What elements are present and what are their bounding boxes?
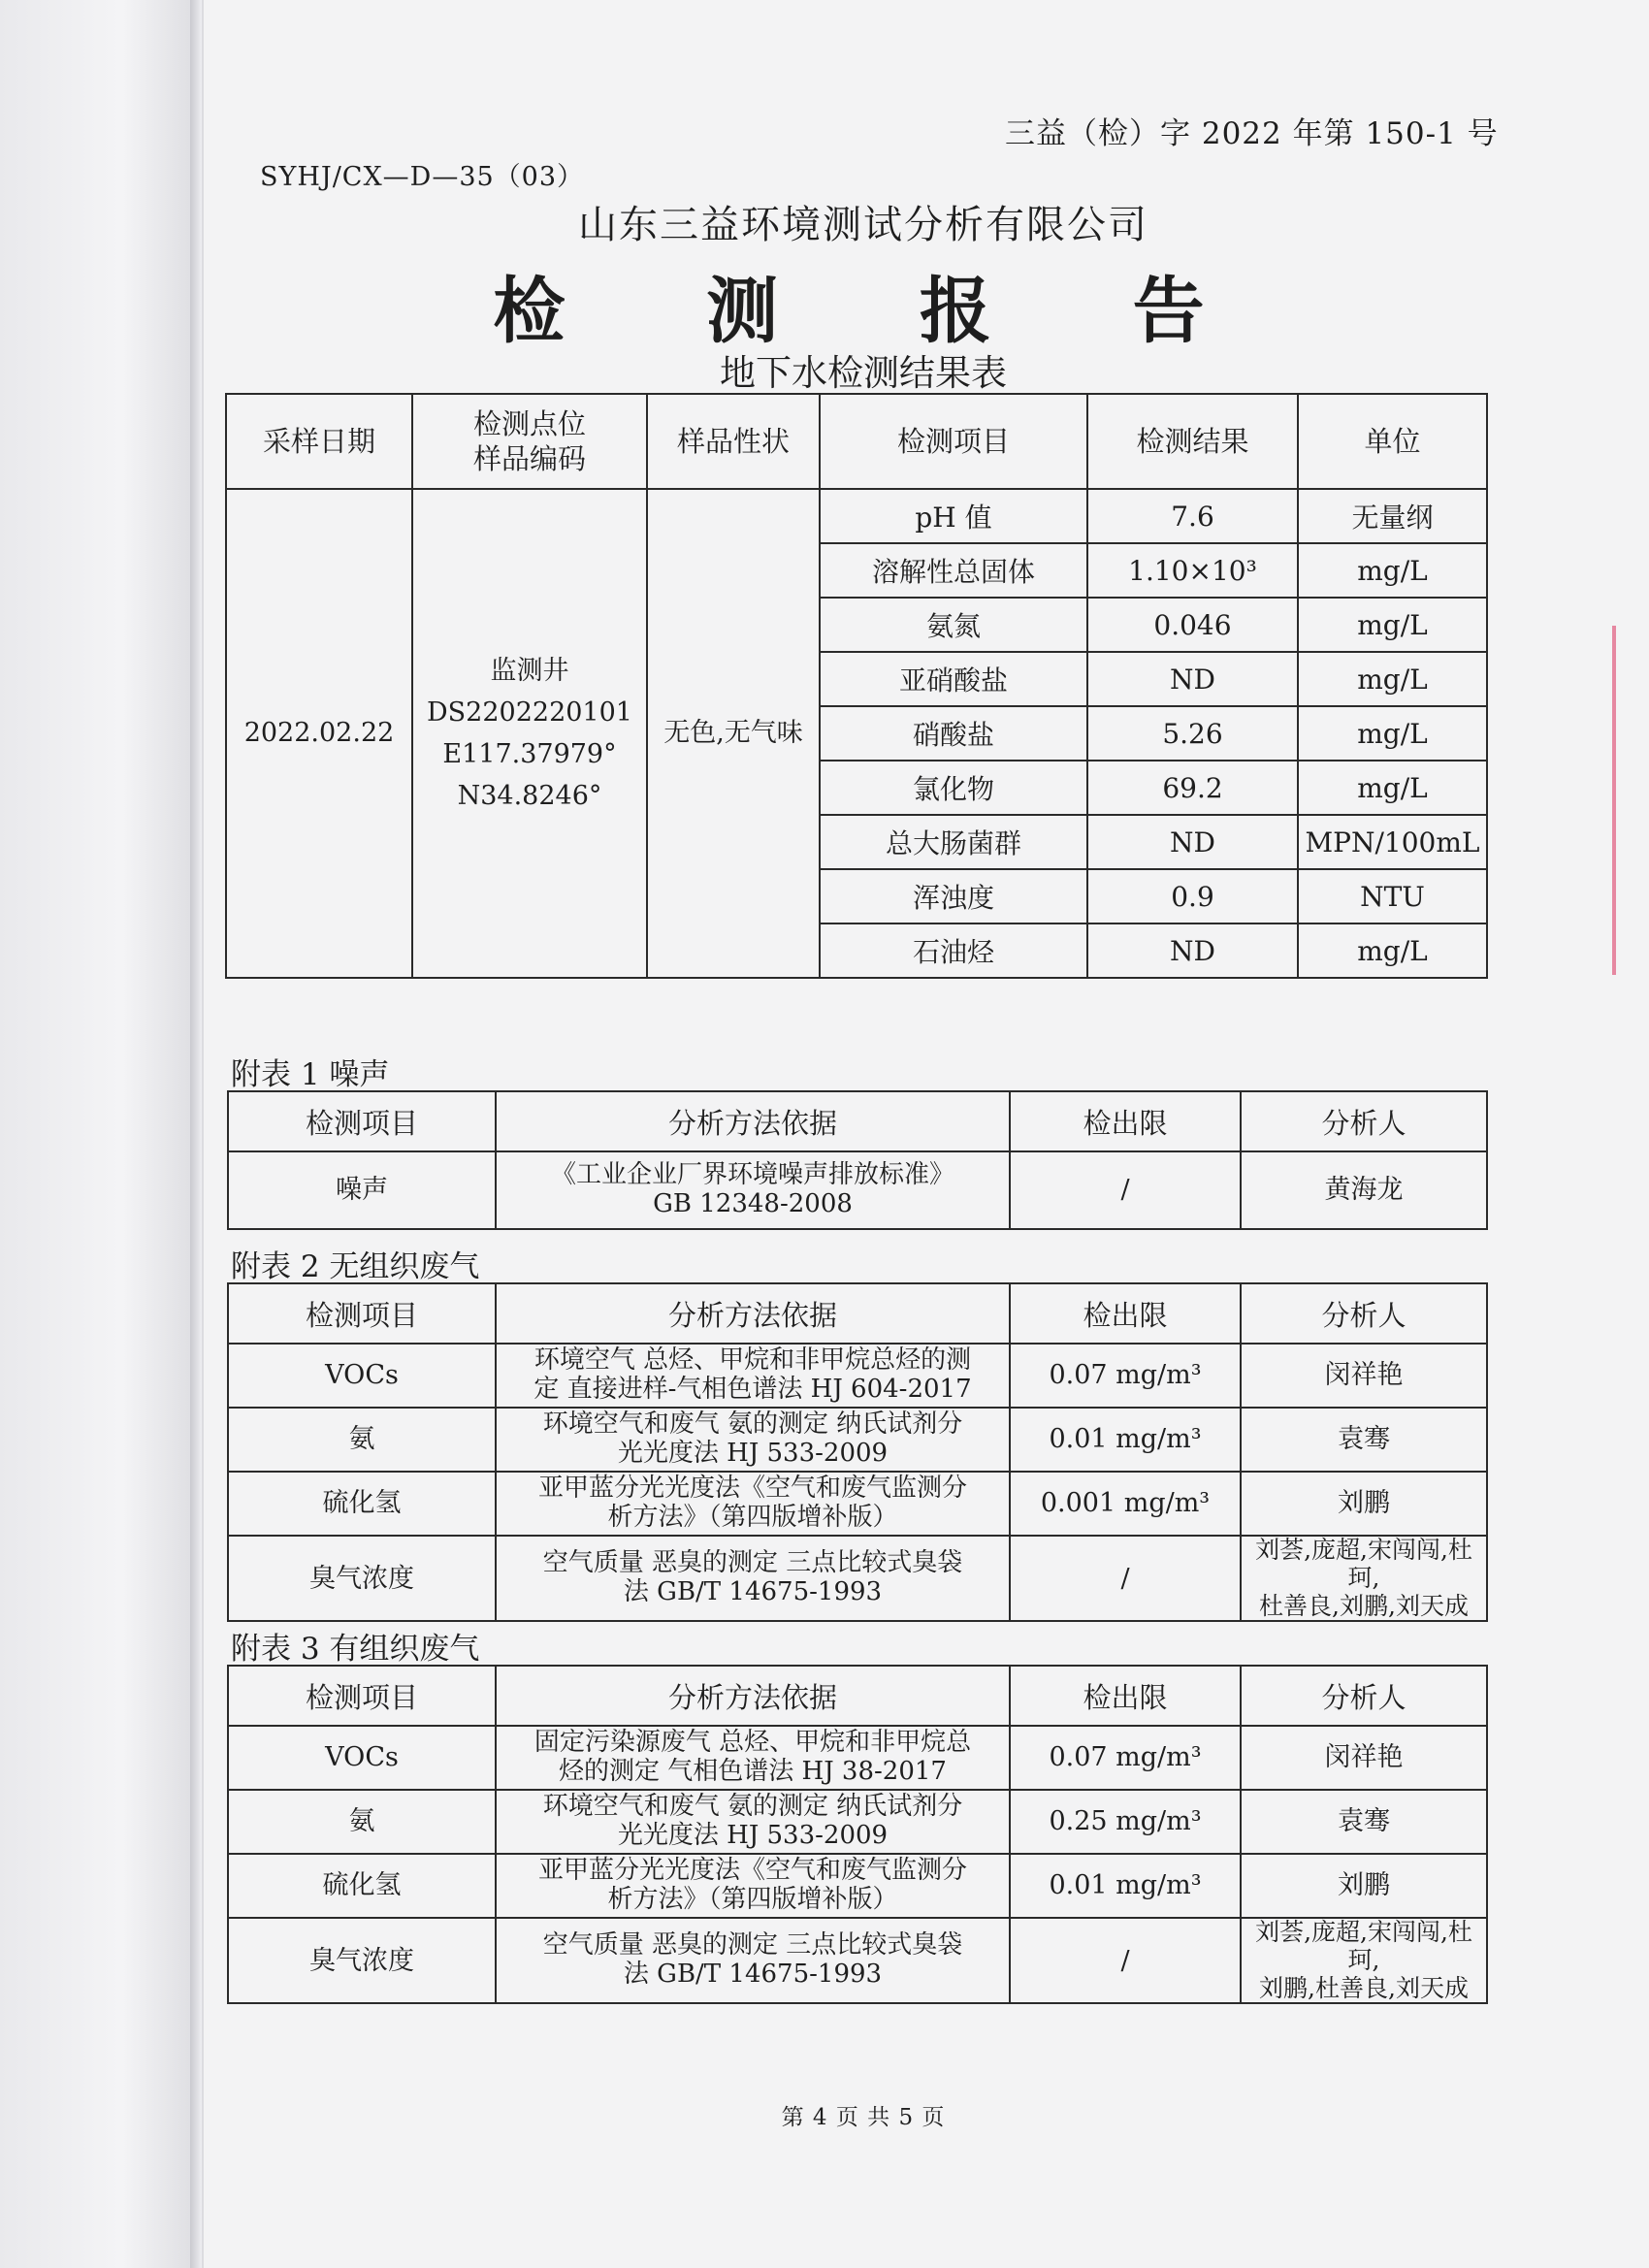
table-title: 地下水检测结果表 [720,352,1007,394]
method-cell [496,1854,1010,1918]
analyst-cell: 刘荟,庞超,宋闯闯,杜珂, 杜善良,刘鹏,刘天成 [1241,1536,1487,1621]
method-cell [496,1790,1010,1854]
method-line1: 空气质量 恶臭的测定 三点比较式臭袋 [542,1930,963,1960]
result-cell: 0.9 [1087,869,1298,923]
limit-cell: / [1010,1151,1241,1229]
analyst-cell: 黄海龙 [1241,1151,1487,1229]
method-cell [496,1151,1010,1229]
unit-cell: mg/L [1298,761,1487,815]
table-row [228,1790,1487,1854]
method-cell [496,1344,1010,1408]
unit-cell: mg/L [1298,923,1487,978]
method-cell [496,1472,1010,1536]
sampling-point [412,489,647,978]
table-row [228,1918,1487,2003]
method-line2: 析方法》（第四版增补版） [607,1885,898,1914]
table-header-row [228,1666,1487,1726]
seal-stamp-fragment [1612,626,1649,975]
result-cell: ND [1087,923,1298,978]
item-cell: 臭气浓度 [228,1536,496,1621]
item-cell: 噪声 [228,1151,496,1229]
col-header-point [412,394,647,489]
unit-cell: 无量纲 [1298,489,1487,543]
col-header-appearance: 样品性状 [647,394,820,489]
report-title: 检 测 报 告 [493,270,1263,353]
method-line1: 亚甲蓝分光光度法《空气和废气监测分 [537,1474,967,1504]
item-cell: 硝酸盐 [820,706,1087,761]
appendix3-title: 附表 3 有组织废气 [231,1632,480,1667]
groundwater-results-table [225,393,1488,979]
result-cell: 1.10×10³ [1087,543,1298,598]
analyst-cell: 袁骞 [1241,1790,1487,1854]
col-header-result: 检测结果 [1087,394,1298,489]
col-header-item: 检测项目 [820,394,1087,489]
table-header-row [228,1091,1487,1151]
method-line2: 法 GB/T 14675-1993 [623,1577,883,1607]
limit-cell: 0.001 mg/m³ [1010,1472,1241,1536]
method-line2: 析方法》（第四版增补版） [607,1503,898,1532]
method-line2: 定 直接进样-气相色谱法 HJ 604-2017 [534,1375,972,1404]
result-cell: 5.26 [1087,706,1298,761]
item-cell: 氨 [228,1408,496,1472]
appendix3-table [227,1665,1488,2004]
item-cell: 浑浊度 [820,869,1087,923]
col-header-analyst: 分析人 [1241,1091,1487,1151]
result-cell: ND [1087,652,1298,706]
analyst-cell: 刘荟,庞超,宋闯闯,杜珂, 刘鹏,杜善良,刘天成 [1241,1918,1487,2003]
table-row [228,1854,1487,1918]
col-header-date: 采样日期 [226,394,412,489]
method-line1: 亚甲蓝分光光度法《空气和废气监测分 [537,1856,967,1886]
table-row [228,1344,1487,1408]
item-cell: 溶解性总固体 [820,543,1087,598]
point-name: 监测井 [490,655,569,686]
col-header-analyst: 分析人 [1241,1666,1487,1726]
method-line1: 固定污染源废气 总烃、甲烷和非甲烷总 [534,1728,972,1758]
result-cell: 7.6 [1087,489,1298,543]
item-cell: 硫化氢 [228,1472,496,1536]
method-line2: 法 GB/T 14675-1993 [623,1960,883,1990]
table-row [228,1536,1487,1621]
item-cell: VOCs [228,1726,496,1790]
appendix2-title: 附表 2 无组织废气 [231,1249,480,1284]
sample-code: DS2202220101 [427,697,632,728]
analyst-cell: 闵祥艳 [1241,1726,1487,1790]
limit-cell: / [1010,1536,1241,1621]
item-cell: 氨 [228,1790,496,1854]
unit-cell: MPN/100mL [1298,815,1487,869]
unit-cell: mg/L [1298,598,1487,652]
result-cell: 0.046 [1087,598,1298,652]
col-header-method: 分析方法依据 [496,1091,1010,1151]
method-line1: 环境空气和废气 氨的测定 纳氏试剂分 [542,1409,963,1440]
limit-cell: 0.07 mg/m³ [1010,1344,1241,1408]
method-line2: 烃的测定 气相色谱法 HJ 38-2017 [559,1757,947,1786]
result-cell: ND [1087,815,1298,869]
col-header-unit: 单位 [1298,394,1487,489]
col-header-method: 分析方法依据 [496,1283,1010,1344]
item-cell: 硫化氢 [228,1854,496,1918]
item-cell: 石油烃 [820,923,1087,978]
limit-cell: 0.07 mg/m³ [1010,1726,1241,1790]
table-header-row [226,394,1487,489]
table-row [226,489,1487,543]
method-cell [496,1536,1010,1621]
method-line1: 《工业企业厂界环境噪声排放标准》 [550,1160,954,1190]
limit-cell: 0.01 mg/m³ [1010,1408,1241,1472]
item-cell: 臭气浓度 [228,1918,496,2003]
method-line2: 光光度法 HJ 533-2009 [617,1439,889,1468]
appendix1-table [227,1090,1488,1230]
analyst-cell: 刘鹏 [1241,1854,1487,1918]
sample-appearance: 无色,无气味 [647,489,820,978]
col-header-item: 检测项目 [228,1091,496,1151]
analyst-cell: 闵祥艳 [1241,1344,1487,1408]
unit-cell: mg/L [1298,543,1487,598]
col-header-item: 检测项目 [228,1283,496,1344]
method-cell [496,1408,1010,1472]
col-header-point-line2: 样品编码 [472,442,586,475]
col-header-limit: 检出限 [1010,1283,1241,1344]
table-row [228,1472,1487,1536]
sampling-date: 2022.02.22 [226,489,412,978]
col-header-item: 检测项目 [228,1666,496,1726]
analyst-cell: 袁骞 [1241,1408,1487,1472]
col-header-analyst: 分析人 [1241,1283,1487,1344]
item-cell: pH 值 [820,489,1087,543]
method-cell [496,1726,1010,1790]
col-header-limit: 检出限 [1010,1091,1241,1151]
limit-cell: 0.01 mg/m³ [1010,1854,1241,1918]
unit-cell: NTU [1298,869,1487,923]
item-cell: 氯化物 [820,761,1087,815]
item-cell: 总大肠菌群 [820,815,1087,869]
method-cell [496,1918,1010,2003]
unit-cell: mg/L [1298,652,1487,706]
latitude: N34.8246° [457,781,602,812]
col-header-method: 分析方法依据 [496,1666,1010,1726]
item-cell: 亚硝酸盐 [820,652,1087,706]
method-line1: 空气质量 恶臭的测定 三点比较式臭袋 [542,1548,963,1578]
item-cell: VOCs [228,1344,496,1408]
limit-cell: / [1010,1918,1241,2003]
table-header-row [228,1283,1487,1344]
method-line2: GB 12348-2008 [653,1189,853,1218]
page-footer: 第 4 页 共 5 页 [781,2105,946,2130]
col-header-limit: 检出限 [1010,1666,1241,1726]
result-cell: 69.2 [1087,761,1298,815]
appendix1-title: 附表 1 噪声 [231,1057,390,1092]
analyst-cell: 刘鹏 [1241,1472,1487,1536]
limit-cell: 0.25 mg/m³ [1010,1790,1241,1854]
method-line1: 环境空气 总烃、甲烷和非甲烷总烃的测 [534,1345,972,1376]
method-line1: 环境空气和废气 氨的测定 纳氏试剂分 [542,1792,963,1822]
longitude: E117.37979° [442,739,617,769]
table-row [228,1151,1487,1229]
company-name: 山东三益环境测试分析有限公司 [578,203,1148,247]
table-row [228,1408,1487,1472]
unit-cell: mg/L [1298,706,1487,761]
appendix2-table [227,1282,1488,1622]
table-row [228,1726,1487,1790]
col-header-point-line1: 检测点位 [472,406,586,440]
item-cell: 氨氮 [820,598,1087,652]
report-number: 三益（检）字 2022 年第 150-1 号 [1005,116,1499,151]
form-code: SYHJ/CX—D—35（03） [260,162,585,192]
method-line2: 光光度法 HJ 533-2009 [617,1821,889,1850]
